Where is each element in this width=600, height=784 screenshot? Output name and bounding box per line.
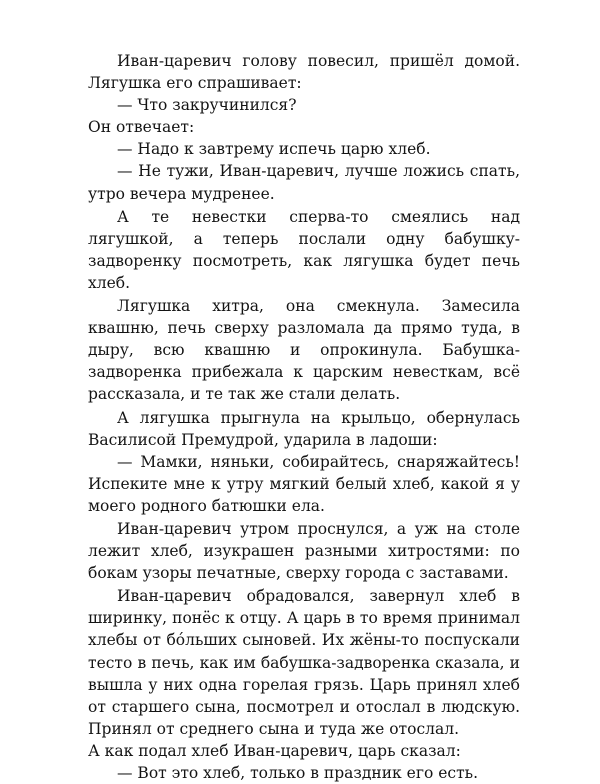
paragraph-5: — Не тужи, Иван-царевич, лучше ложись спать, утро вечера мудренее. <box>88 162 520 203</box>
paragraph-13: — Вот это хлеб, только в праздник его есть. <box>117 764 479 782</box>
paragraph-7: Лягушка хитра, она смекнула. Замесила квашню, печь сверху разломала да прямо туда, в дыру, всю квашню и опрокинула. Бабушка-задворенка прибежала к царским невесткам, всё рассказала, и те так же стали делать. <box>88 297 520 404</box>
paragraph-11: Иван-царевич обрадовался, завернул хлеб в ширинку, понёс к отцу. А царь в то время принимал хлебы от бо́льших сыновей. Их жёны-то поспускали тесто в печь, как им бабушка-задворенка сказала, и вышла у них одна горелая грязь. Царь принял хлеб от старшего сына, посмотрел и отослал в людскую. Принял от среднего сына и туда же отослал. <box>88 587 520 738</box>
paragraph-12: А как подал хлеб Иван-царевич, царь сказал: <box>88 741 461 760</box>
story-text <box>88 50 520 784</box>
paragraph-4: — Надо к завтрему испечь царю хлеб. <box>117 140 431 159</box>
paragraph-6: А те невестки сперва-то смеялись над лягушкой, а теперь послали одну бабушку-задворенку посмотреть, как лягушка будет печь хлеб. <box>88 207 520 292</box>
paragraph-10: Иван-царевич утром проснулся, а уж на столе лежит хлеб, изукрашен разными хитростями: по бокам узоры печатные, сверху города с заставами. <box>88 519 520 583</box>
paragraph-2: — Что закручинился? <box>117 96 297 115</box>
paragraph-8: А лягушка прыгнула на крыльцо, обернулась Василисой Премудрой, ударила в ладоши: <box>88 408 520 449</box>
paragraph-3: Он отвечает: <box>88 118 195 137</box>
paragraph-9: — Мамки, няньки, собирайтесь, снаряжайтесь! Испеките мне к утру мягкий белый хлеб, какой я у моего родного батюшки ела. <box>88 452 520 515</box>
paragraph-1: Иван-царевич голову повесил, пришёл домой. Лягушка его спрашивает: <box>88 52 520 93</box>
